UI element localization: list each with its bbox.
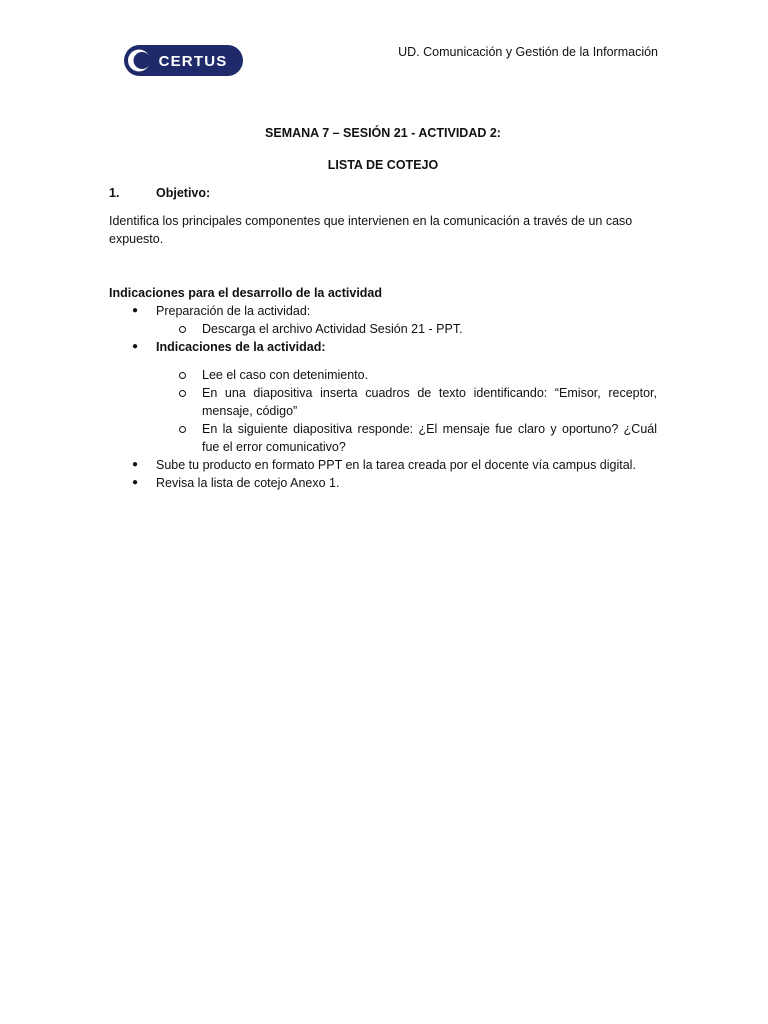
list-item	[109, 302, 657, 338]
document-subtitle: LISTA DE COTEJO	[327, 158, 439, 172]
list-item: ● Revisa la lista de cotejo Anexo 1.	[109, 474, 657, 492]
activity-list	[109, 338, 657, 456]
list-item: En una diapositiva inserta cuadros de texto identificando: “Emisor, receptor, mensaje, código”	[156, 384, 657, 420]
objective-number: 1.	[109, 186, 120, 200]
activity-sublist	[156, 366, 657, 456]
preparation-label: Preparación de la actividad:	[156, 304, 311, 318]
list-item	[109, 338, 657, 456]
logo-text: CERTUS	[158, 53, 228, 70]
list-item: Descarga el archivo Actividad Sesión 21 - PPT.	[156, 320, 657, 338]
objective-heading	[109, 184, 657, 202]
list-item: Lee el caso con detenimiento.	[156, 366, 657, 384]
activity-label: Indicaciones de la actividad:	[156, 340, 326, 354]
unit-title: UD. Comunicación y Gestión de la Información	[398, 45, 658, 59]
objective-label: Objetivo:	[156, 186, 211, 200]
list-item: En la siguiente diapositiva responde: ¿El mensaje fue claro y oportuno? ¿Cuál fue el error comunicativo?	[156, 420, 657, 456]
certus-logo	[123, 44, 244, 77]
logo-inner-dot	[134, 52, 151, 69]
preparation-list	[109, 302, 657, 338]
final-list	[109, 456, 657, 492]
objective-text: Identifica los principales componentes que intervienen en la comunicación a través de un caso expuesto.	[109, 214, 633, 246]
list-item: ● Sube tu producto en formato PPT en la tarea creada por el docente vía campus digital.	[109, 456, 657, 474]
document-body	[109, 124, 657, 492]
indications-heading: Indicaciones para el desarrollo de la actividad	[109, 286, 383, 300]
preparation-sublist	[156, 320, 657, 338]
document-title: SEMANA 7 – SESIÓN 21 - ACTIVIDAD 2:	[265, 126, 501, 140]
